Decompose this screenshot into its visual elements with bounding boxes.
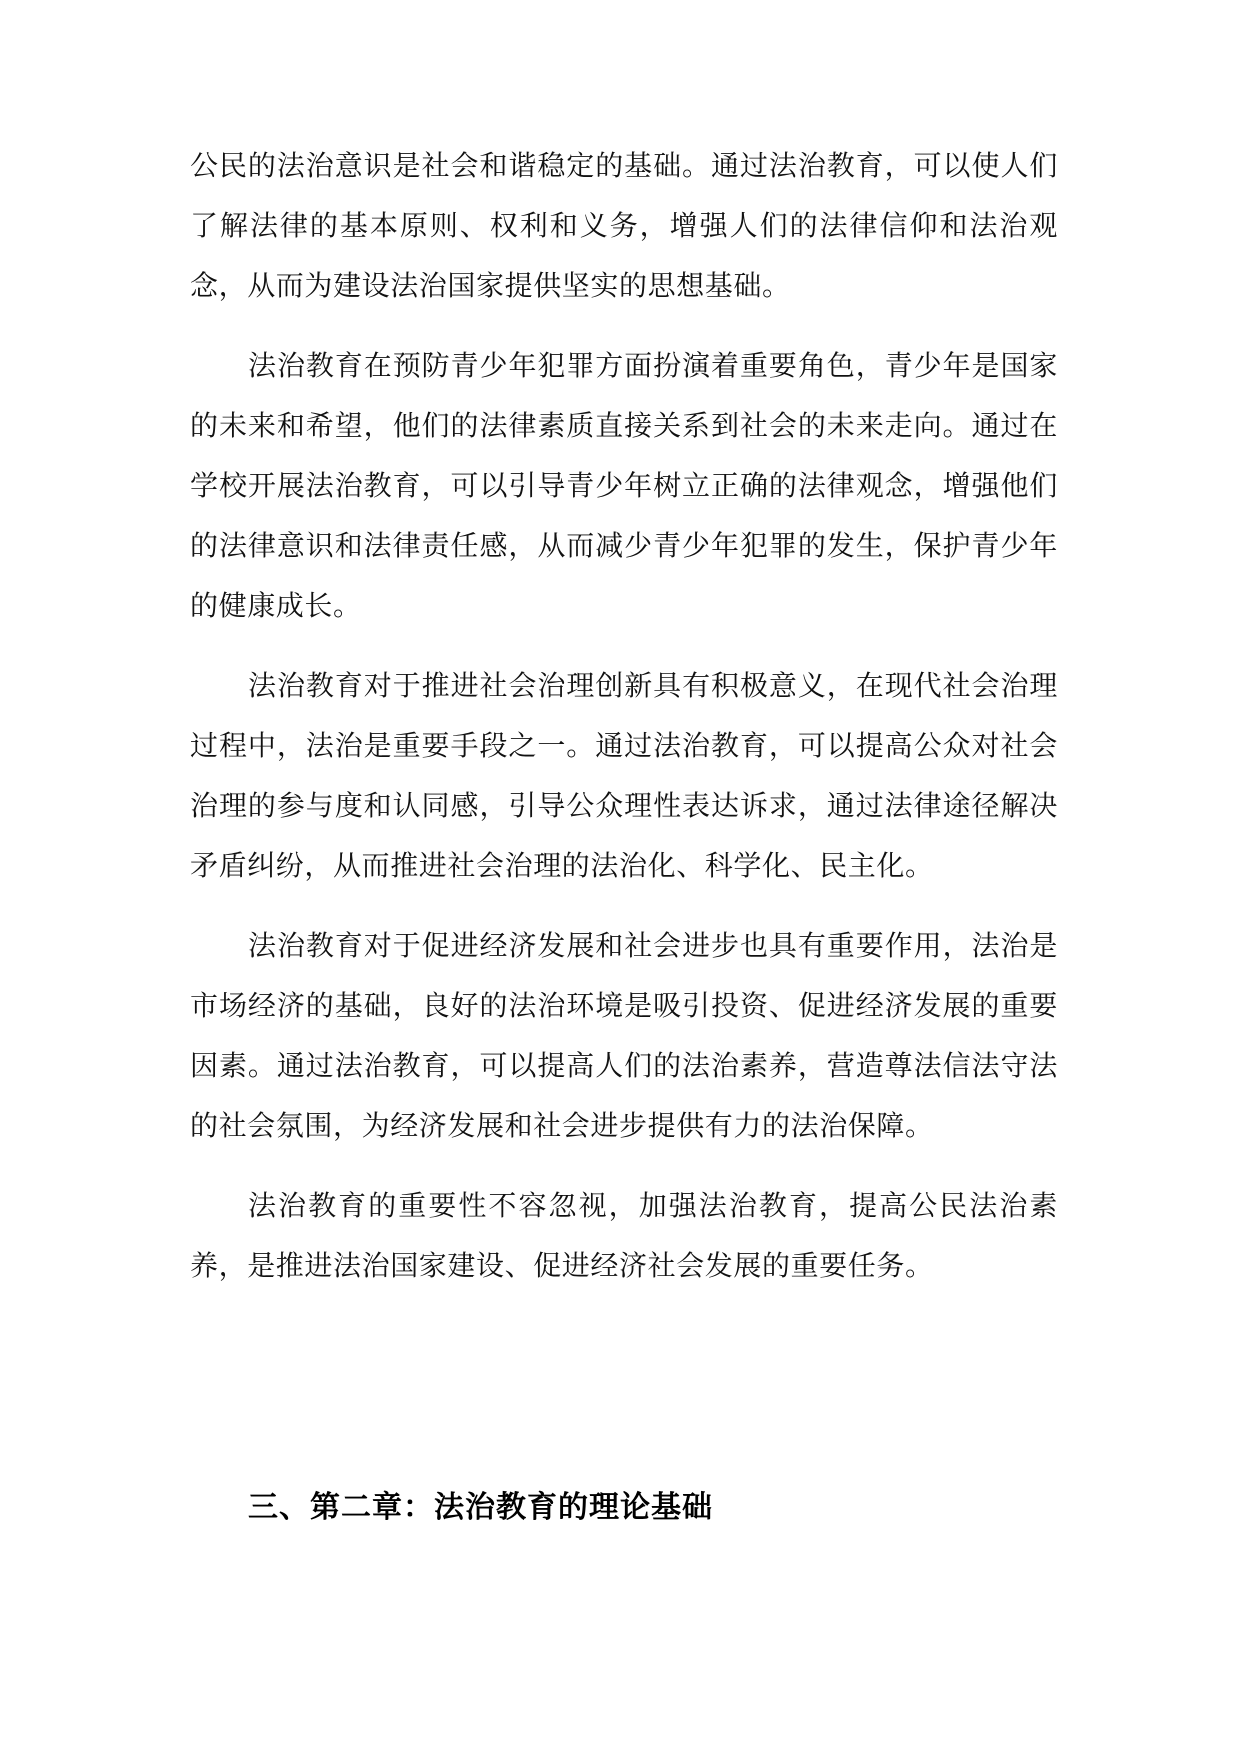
paragraph: 法治教育在预防青少年犯罪方面扮演着重要角色，青少年是国家的未来和希望，他们的法律素质直接关系到社会的未来走向。通过在学校开展法治教育，可以引导青少年树立正确的法律观念，增强他们的法律意识和法律责任感，从而减少青少年犯罪的发生，保护青少年的健康成长。: [190, 349, 1058, 622]
paragraph-continued: 公民的法治意识是社会和谐稳定的基础。通过法治教育，可以使人们了解法律的基本原则、权利和义务，增强人们的法律信仰和法治观念，从而为建设法治国家提供坚实的思想基础。: [190, 149, 1058, 302]
paragraph: 法治教育对于推进社会治理创新具有积极意义，在现代社会治理过程中，法治是重要手段之一。通过法治教育，可以提高公众对社会治理的参与度和认同感，引导公众理性表达诉求，通过法律途径解决矛盾纠纷，从而推进社会治理的法治化、科学化、民主化。: [190, 669, 1058, 882]
body-text: [190, 136, 1058, 1316]
paragraph: 法治教育对于促进经济发展和社会进步也具有重要作用，法治是市场经济的基础，良好的法治环境是吸引投资、促进经济发展的重要因素。通过法治教育，可以提高人们的法治素养，营造尊法信法守法的社会氛围，为经济发展和社会进步提供有力的法治保障。: [190, 929, 1058, 1142]
paragraph: 法治教育的重要性不容忽视，加强法治教育，提高公民法治素养，是推进法治国家建设、促进经济社会发展的重要任务。: [190, 1189, 1058, 1282]
section-heading: 三、第二章：法治教育的理论基础: [248, 1490, 713, 1525]
